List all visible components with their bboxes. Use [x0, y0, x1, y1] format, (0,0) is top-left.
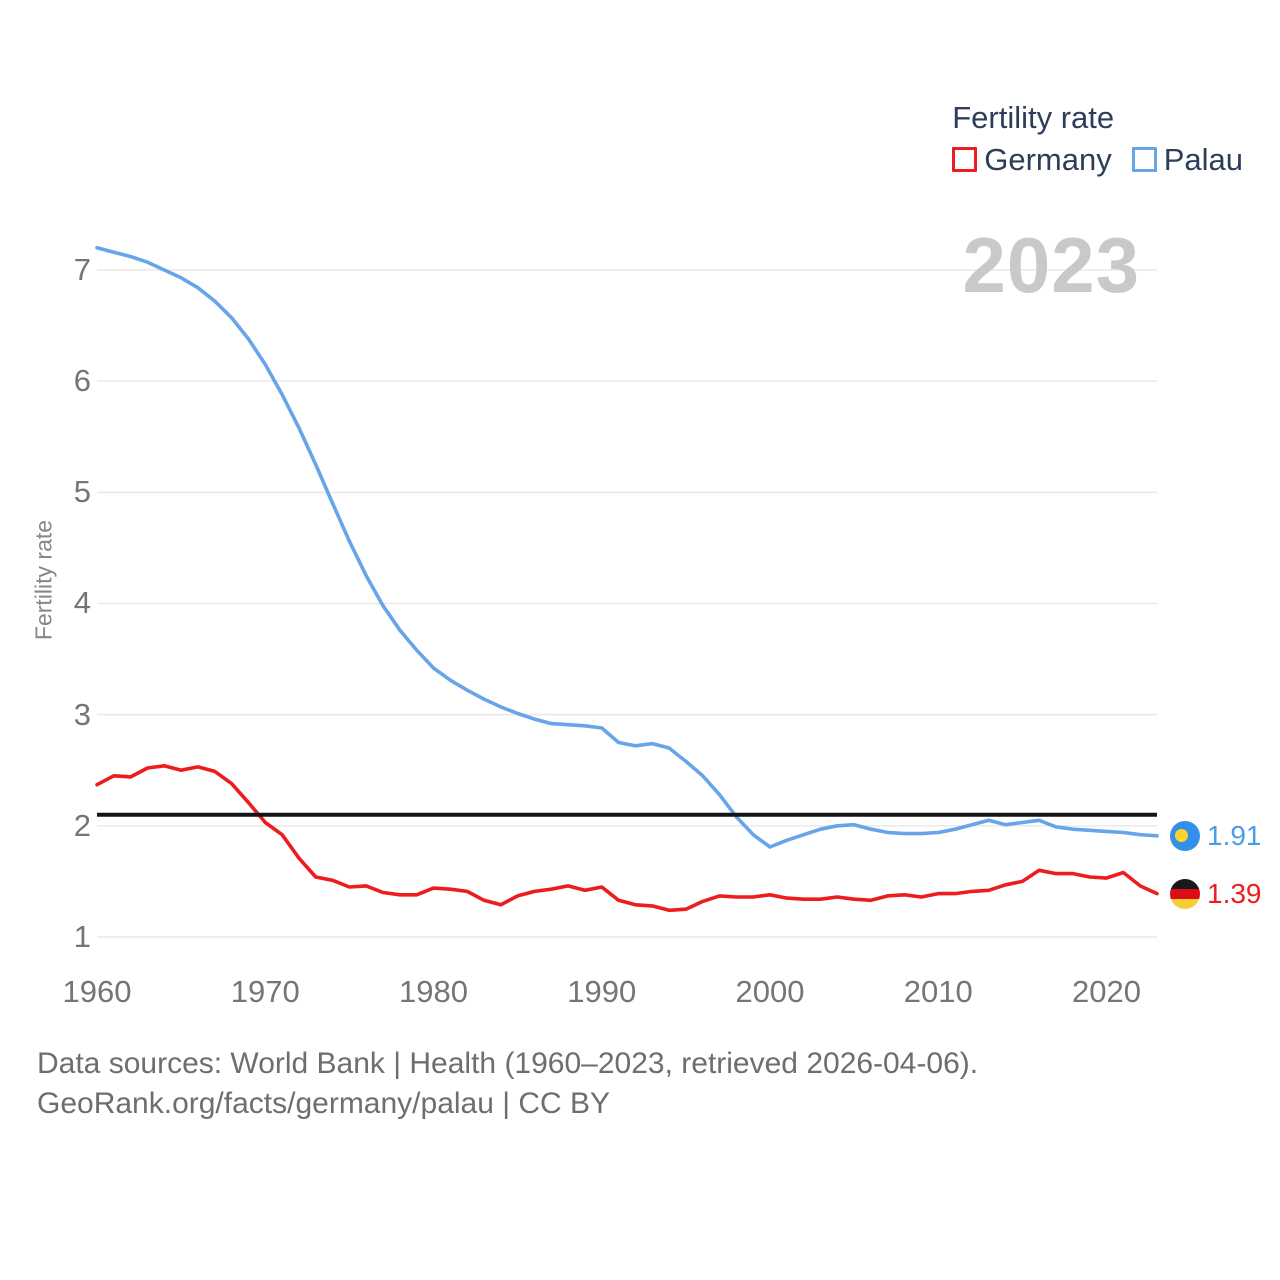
x-axis-tick-label: 2010: [903, 974, 973, 1009]
germany-end-value: 1.39: [1207, 877, 1262, 909]
germany-flag-icon: [1170, 879, 1200, 909]
footer: [37, 1044, 978, 1124]
legend-label-germany[interactable]: Germany: [984, 142, 1112, 177]
x-axis-tick-label: 1990: [567, 974, 637, 1009]
legend-title: Fertility rate: [952, 100, 1115, 135]
watermark-year: 2023: [962, 221, 1140, 309]
y-axis-tick-label: 3: [73, 696, 91, 732]
palau-legend-swatch-icon[interactable]: [1132, 147, 1157, 172]
y-axis-title: Fertility rate: [30, 519, 57, 641]
x-axis-tick-label: 1970: [230, 974, 300, 1009]
palau-end-label: [1170, 821, 1262, 851]
y-axis-tick-label: 1: [73, 919, 91, 954]
legend-row: [952, 144, 1243, 175]
y-axis-tick-label: 6: [73, 363, 91, 399]
germany-legend-swatch-icon[interactable]: [952, 147, 977, 172]
series-line-germany[interactable]: [97, 766, 1157, 911]
palau-flag-icon: [1170, 821, 1200, 851]
x-axis-tick-label: 2020: [1072, 974, 1141, 1009]
x-axis-tick-label: 1960: [62, 974, 132, 1009]
series-line-palau[interactable]: [97, 248, 1157, 847]
footer-sources-line: Data sources: World Bank | Health (1960–2023, retrieved 2026-04-06).: [37, 1047, 979, 1080]
legend-label-palau[interactable]: Palau: [1163, 142, 1243, 177]
y-axis-tick-label: 4: [73, 585, 91, 621]
palau-flag-moon: [1175, 829, 1188, 842]
x-axis-tick-label: 1980: [399, 974, 468, 1009]
y-axis-tick-label: 5: [73, 474, 91, 510]
y-axis-tick-label: 2: [73, 807, 91, 843]
legend: [952, 100, 1243, 175]
palau-end-value: 1.91: [1207, 819, 1262, 851]
footer-attribution-line: GeoRank.org/facts/germany/palau | CC BY: [37, 1087, 611, 1120]
y-axis-tick-label: 7: [73, 251, 91, 287]
germany-end-label: [1170, 879, 1262, 909]
x-axis-tick-label: 2000: [735, 974, 805, 1009]
